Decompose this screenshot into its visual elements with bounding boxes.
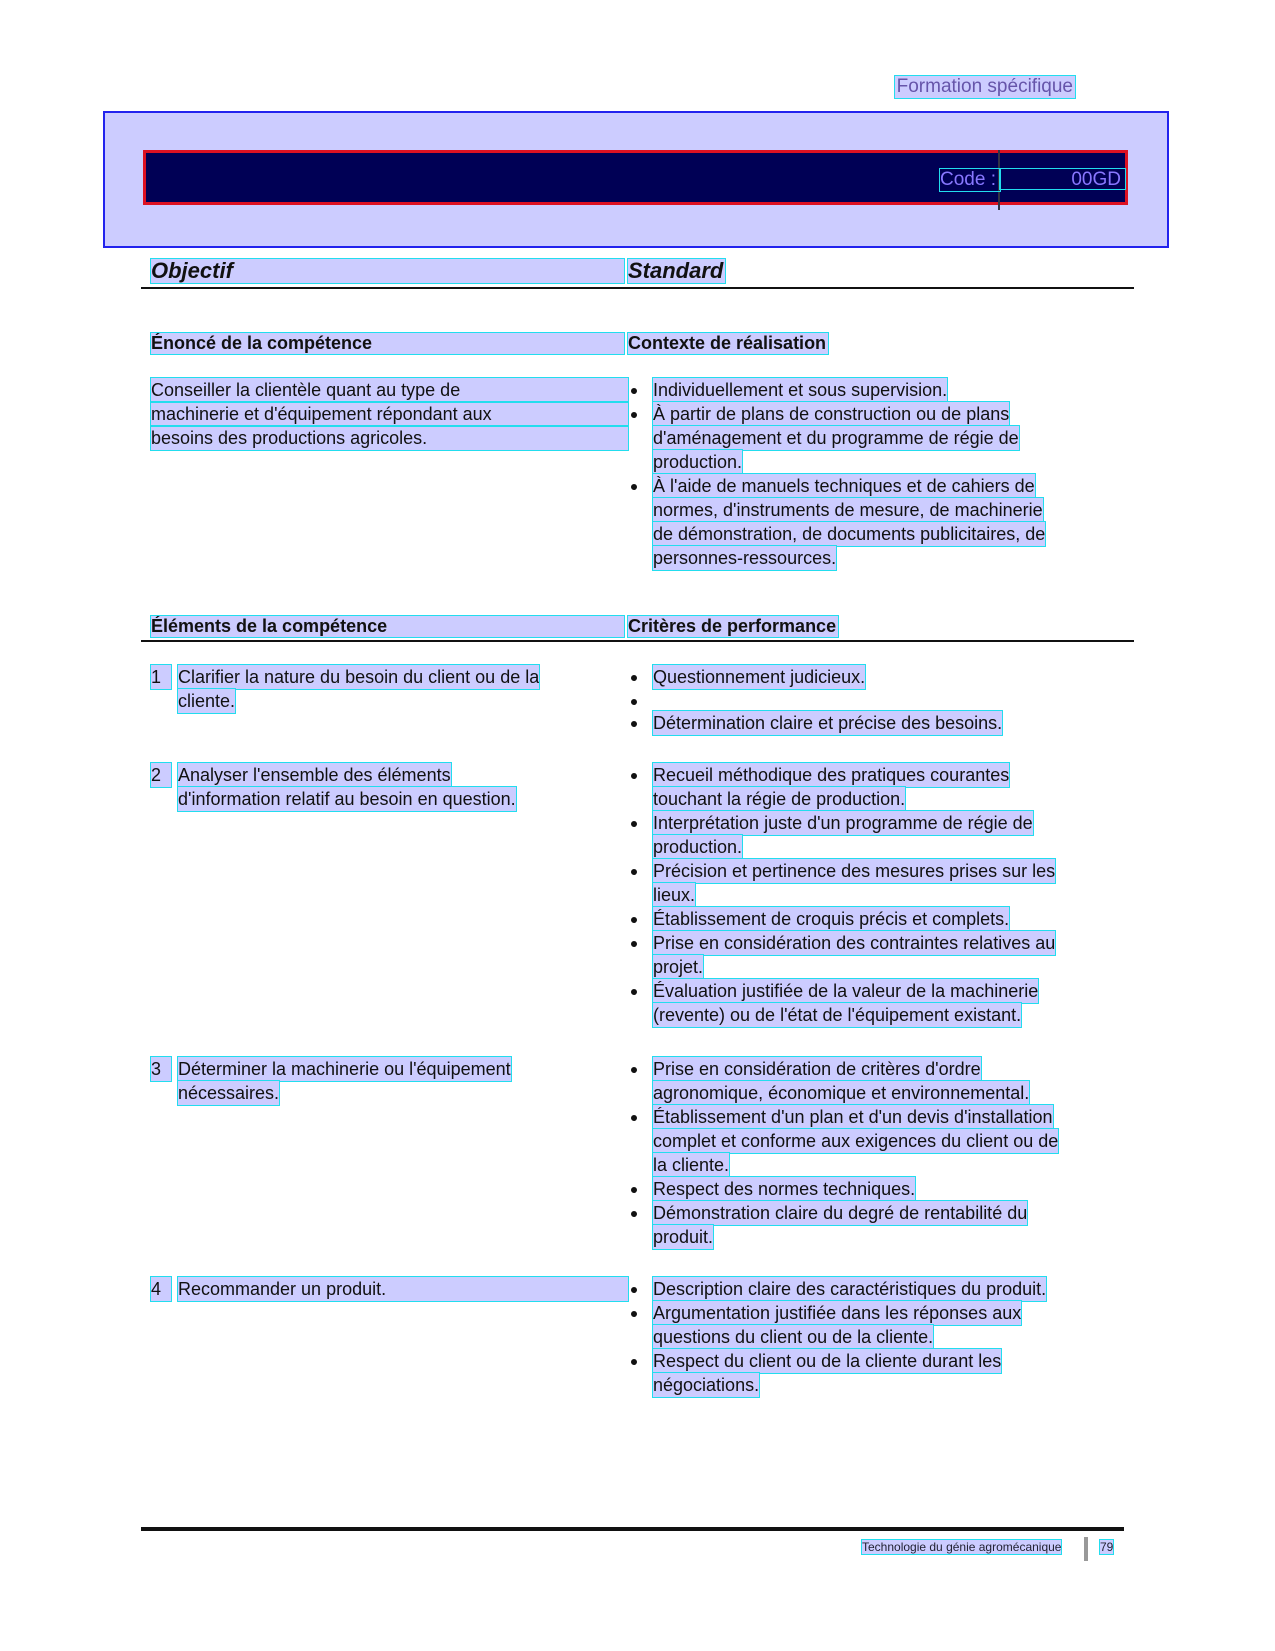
heading-rule — [141, 287, 1134, 289]
element-4 — [151, 1277, 628, 1301]
element-text: Clarifier la nature du besoin du client ou de la cliente. — [178, 667, 540, 711]
list-item: À partir de plans de construction ou de plans d'aménagement et du programme de régie de production. — [628, 402, 1148, 474]
list-item: Établissement d'un plan et d'un devis d'installation complet et conforme aux exigences du client ou de la cliente. — [628, 1105, 1148, 1177]
list-item: Individuellement et sous supervision. — [628, 378, 1148, 402]
element-number: 2 — [151, 763, 171, 787]
elements-title: Éléments de la compétence — [151, 616, 624, 637]
code-value-box — [1000, 169, 1125, 189]
element-text: Analyser l'ensemble des éléments d'information relatif au besoin en question. — [178, 765, 516, 809]
criteria-list-4 — [628, 1277, 1148, 1397]
element-1 — [151, 665, 628, 713]
competence-line: machinerie et d'équipement répondant aux — [151, 402, 628, 426]
element-2 — [151, 763, 628, 811]
competence-line: Conseiller la clientèle quant au type de — [151, 378, 628, 402]
list-item: Questionnement judicieux. — [628, 665, 1148, 689]
element-text: Déterminer la machinerie ou l'équipement nécessaires. — [178, 1059, 511, 1103]
criteria-title: Critères de performance — [628, 616, 837, 636]
header-bar — [143, 150, 1128, 205]
list-item: Argumentation justifiée dans les réponses aux questions du client ou de la cliente. — [628, 1301, 1148, 1349]
list-item: Précision et pertinence des mesures prises sur les lieux. — [628, 859, 1148, 907]
page-number: 79 — [1100, 1540, 1114, 1554]
list-item: À l'aide de manuels techniques et de cahiers de normes, d'instruments de mesure, de machinerie de démonstration, de documents publicitaires, de personnes-ressources. — [628, 474, 1148, 570]
list-item: Prise en considération des contraintes relatives au projet. — [628, 931, 1148, 979]
criteria-list-3 — [628, 1057, 1148, 1249]
context-list — [628, 378, 1148, 570]
list-item: Interprétation juste d'un programme de régie de production. — [628, 811, 1148, 859]
element-number: 1 — [151, 665, 171, 689]
footer-title: Technologie du génie agromécanique — [862, 1540, 1062, 1554]
list-item: Description claire des caractéristiques du produit. — [628, 1277, 1148, 1301]
code-label: Code : — [940, 169, 1000, 191]
header-box — [103, 111, 1169, 248]
competence-statement — [151, 378, 651, 450]
spacer — [628, 689, 1148, 711]
list-item: Démonstration claire du degré de rentabilité du produit. — [628, 1201, 1148, 1249]
list-item: Évaluation justifiée de la valeur de la machinerie (revente) ou de l'état de l'équipement existant. — [628, 979, 1148, 1027]
program-label: Formation spécifique — [896, 76, 1073, 97]
element-number: 3 — [151, 1057, 171, 1081]
competence-title: Énoncé de la compétence — [151, 333, 624, 354]
criteria-list-2 — [628, 763, 1148, 1027]
footer-rule — [141, 1527, 1124, 1531]
element-3 — [151, 1057, 628, 1105]
heading-objectif: Objectif — [151, 259, 624, 283]
element-number: 4 — [151, 1277, 171, 1301]
list-item: Respect du client ou de la cliente durant les négociations. — [628, 1349, 1148, 1397]
footer-separator — [1084, 1537, 1088, 1561]
heading-standard: Standard — [628, 258, 724, 283]
context-title: Contexte de réalisation — [628, 333, 827, 353]
list-item: Établissement de croquis précis et complets. — [628, 907, 1148, 931]
element-text: Recommander un produit. — [178, 1277, 628, 1301]
list-item: Respect des normes techniques. — [628, 1177, 1148, 1201]
list-item: Recueil méthodique des pratiques courantes touchant la régie de production. — [628, 763, 1148, 811]
code-value: 00GD — [1071, 169, 1121, 190]
criteria-list-1 — [628, 665, 1148, 735]
competence-line: besoins des productions agricoles. — [151, 426, 628, 450]
list-item: Prise en considération de critères d'ordre agronomique, économique et environnemental. — [628, 1057, 1148, 1105]
elements-rule — [141, 640, 1134, 642]
list-item: Détermination claire et précise des besoins. — [628, 711, 1148, 735]
